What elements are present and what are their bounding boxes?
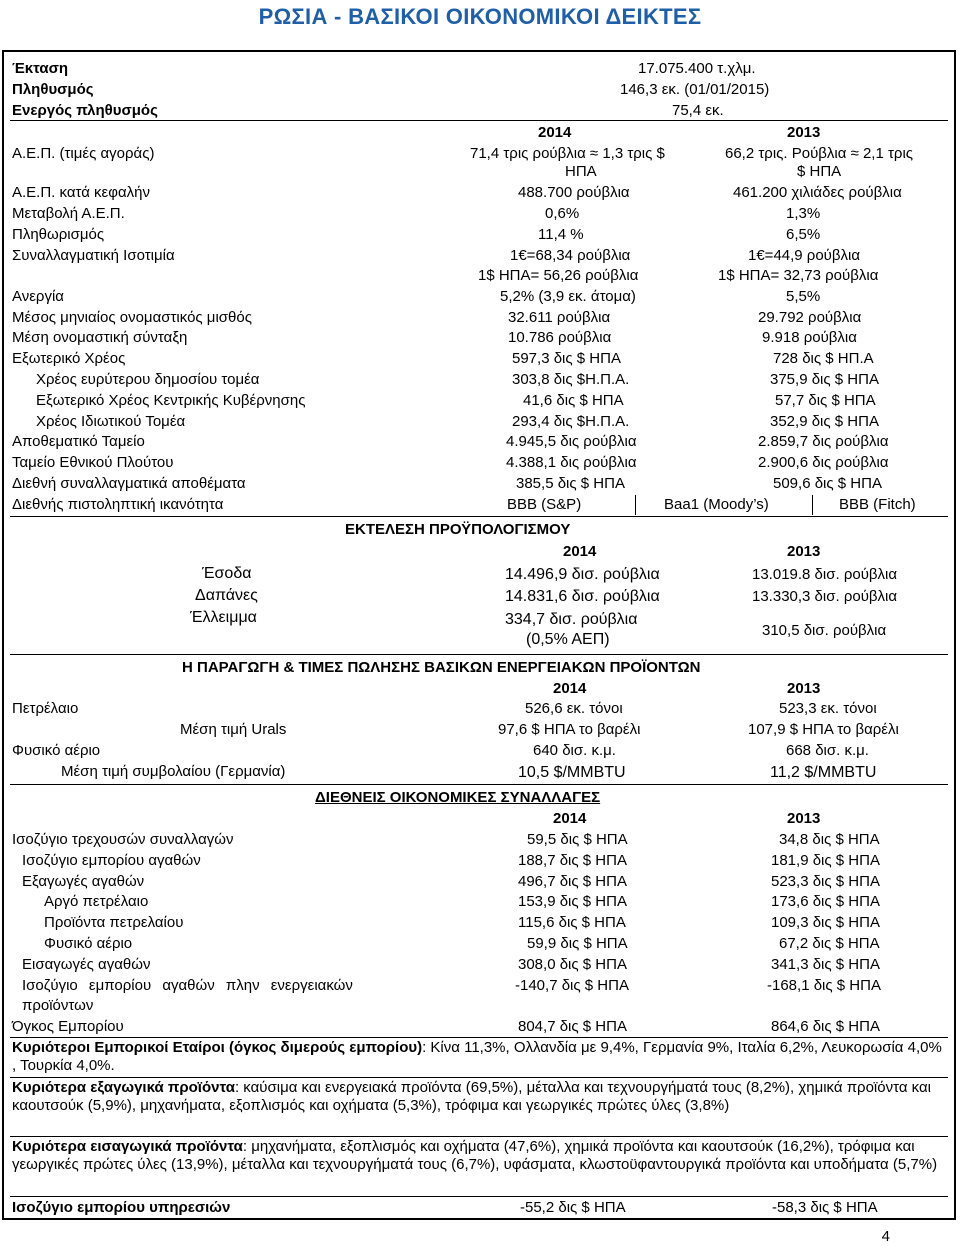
label-area: Έκταση <box>12 60 69 77</box>
imports-2014: 308,0 δις $ ΗΠΑ <box>518 956 627 973</box>
deficit-2013: 310,5 δισ. ρούβλια <box>762 622 887 639</box>
budget-heading: ΕΚΤΕΛΕΣΗ ΠΡΟΫΠΟΛΟΓΙΣΜΟΥ <box>345 521 571 538</box>
trade-partners <box>12 1039 942 1075</box>
label-gov-debt: Εξωτερικό Χρέος Κεντρικής Κυβέρνησης <box>36 392 306 409</box>
expenditure-2013: 13.330,3 δισ. ρούβλια <box>752 588 898 605</box>
unemployment-2014: 5,2% (3,9 εκ. άτομα) <box>500 288 636 305</box>
label-unemployment: Ανεργία <box>12 288 64 305</box>
partners-title: Κυριότεροι Εμπορικοί Εταίροι (όγκος διμερούς εμπορίου) <box>12 1039 423 1056</box>
page-title: ΡΩΣΙΑ - ΒΑΣΙΚΟΙ ΟΙΚΟΝΟΜΙΚΟΙ ΔΕΙΚΤΕΣ <box>258 4 702 29</box>
divider <box>635 495 636 515</box>
gdp-2013-unit: $ ΗΠΑ <box>797 163 842 180</box>
crude-2014: 153,9 δις $ ΗΠΑ <box>518 893 627 910</box>
energy-heading: Η ΠΑΡΑΓΩΓΗ & ΤΙΜΕΣ ΠΩΛΗΣΗΣ ΒΑΣΙΚΩΝ ΕΝΕΡΓΕΙΑΚΩΝ ΠΡΟΪΟΝΤΩΝ <box>182 659 701 676</box>
label-non-energy-balance-cont: προϊόντων <box>22 997 94 1014</box>
label-expenditure: Δαπάνες <box>195 587 258 604</box>
label-deficit: Έλλειμμα <box>190 609 257 626</box>
non-energy-2013: -168,1 δις $ ΗΠΑ <box>767 977 881 994</box>
goods-balance-2014: 188,7 δις $ ΗΠΑ <box>518 852 627 869</box>
divider <box>10 654 948 655</box>
urals-2014: 97,6 $ ΗΠΑ το βαρέλι <box>498 721 641 738</box>
imports-text: : μηχανήματα, εξοπλισμός και οχήματα (47,6%), χημικά προϊόντα και καουτσούκ (16,2%), τρόφιμα και γεωργικές πρώτες ύλες (13,9%), μέταλλα και τεχνουργήματά τους (6,7%), υφάσματα, κλωστοϋφαντουργικά προϊόντα και υποδήματα (5,7%) <box>12 1138 938 1173</box>
label-oil-products: Προϊόντα πετρελαίου <box>44 914 184 931</box>
label-public-debt: Χρέος ευρύτερου δημοσίου τομέα <box>36 371 260 388</box>
gdp-change-2014: 0,6% <box>545 205 580 222</box>
value-population: 146,3 εκ. (01/01/2015) <box>620 81 770 98</box>
label-crude-oil: Αργό πετρέλαιο <box>44 893 149 910</box>
label-trade-volume: Όγκος Εμπορίου <box>12 1018 124 1035</box>
public-debt-2014: 303,8 δις $Η.Π.Α. <box>512 371 630 388</box>
oil-products-2014: 115,6 δις $ ΗΠΑ <box>518 914 626 931</box>
expenditure-2014: 14.831,6 δισ. ρούβλια <box>505 588 660 605</box>
divider <box>10 1196 948 1197</box>
fxres-2013: 509,6 δις $ ΗΠΑ <box>773 475 882 492</box>
label-inflation: Πληθωρισμός <box>12 226 105 243</box>
value-active: 75,4 εκ. <box>672 102 724 119</box>
exports-2013: 523,3 δις $ ΗΠΑ <box>771 873 880 890</box>
exports-title: Κυριότερα εξαγωγικά προϊόντα <box>12 1079 235 1096</box>
partners-text: : Κίνα 11,3%, Ολλανδία με 9,4%, Γερμανία 9%, Ιταλία 6,2%, Λευκορωσία 4,0% , Τουρκία 4,0%. <box>12 1039 942 1074</box>
gdp-pc-2013: 461.200 χιλιάδες ρούβλια <box>733 184 902 201</box>
year-2014: 2014 <box>563 543 597 560</box>
year-2013: 2013 <box>787 543 821 560</box>
divider <box>10 1037 948 1038</box>
gdp-pc-2014: 488.700 ρούβλια <box>518 184 630 201</box>
label-external-debt: Εξωτερικό Χρέος <box>12 350 126 367</box>
wealth-2014: 4.388,1 δις ρούβλια <box>506 454 637 471</box>
goods-balance-2013: 181,9 δις $ ΗΠΑ <box>771 852 880 869</box>
gdp-change-2013: 1,3% <box>786 205 821 222</box>
rating-sp: BBB (S&P) <box>507 496 582 513</box>
label-natural-gas: Φυσικό αέριο <box>44 935 133 952</box>
fx-eur-2014: 1€=68,34 ρούβλια <box>510 247 631 264</box>
label-gas-price: Μέση τιμή συμβολαίου (Γερμανία) <box>61 763 286 780</box>
imports-title: Κυριότερα εισαγωγικά προϊόντα <box>12 1138 243 1155</box>
wealth-2013: 2.900,6 δις ρούβλια <box>758 454 889 471</box>
label-gdp-change: Μεταβολή Α.Ε.Π. <box>12 205 125 222</box>
divider <box>10 516 948 517</box>
label-current-account: Ισοζύγιο τρεχουσών συναλλαγών <box>12 831 234 848</box>
gdp-2014: 71,4 τρις ρούβλια ≈ 1,3 τρις $ <box>470 145 665 162</box>
fx-eur-2013: 1€=44,9 ρούβλια <box>748 247 861 264</box>
non-energy-2014: -140,7 δις $ ΗΠΑ <box>515 977 629 994</box>
gov-debt-2013: 57,7 δις $ ΗΠΑ <box>775 392 876 409</box>
crude-2013: 173,6 δις $ ΗΠΑ <box>771 893 880 910</box>
main-imports <box>12 1138 942 1174</box>
exports-2014: 496,7 δις $ ΗΠΑ <box>518 873 627 890</box>
debt-2013: 728 δις $ ΗΠ.Α <box>773 350 874 367</box>
unemployment-2013: 5,5% <box>786 288 821 305</box>
inflation-2013: 6,5% <box>786 226 821 243</box>
page-number: 4 <box>881 1228 890 1245</box>
ca-2013: 34,8 δις $ ΗΠΑ <box>779 831 880 848</box>
gas-2013: 668 δισ. κ.μ. <box>786 742 869 759</box>
divider <box>10 120 948 121</box>
natural-gas-2014: 59,9 δις $ ΗΠΑ <box>527 935 628 952</box>
reserve-2014: 4.945,5 δις ρούβλια <box>506 433 637 450</box>
services-2013: -58,3 δις $ ΗΠΑ <box>772 1199 878 1216</box>
label-population: Πληθυσμός <box>12 81 94 98</box>
fx-usd-2013: 1$ ΗΠΑ= 32,73 ρούβλια <box>718 267 879 284</box>
label-gdp-per-capita: Α.Ε.Π. κατά κεφαλήν <box>12 184 150 201</box>
ca-2014: 59,5 δις $ ΗΠΑ <box>527 831 628 848</box>
label-revenue: Έσοδα <box>202 565 252 582</box>
label-private-debt: Χρέος Ιδιωτικού Τομέα <box>36 413 186 430</box>
label-exports: Εξαγωγές αγαθών <box>22 873 145 890</box>
volume-2014: 804,7 δις $ ΗΠΑ <box>518 1018 627 1035</box>
wage-2013: 29.792 ρούβλια <box>758 309 862 326</box>
private-debt-2014: 293,4 δις $Η.Π.Α. <box>512 413 630 430</box>
gov-debt-2014: 41,6 δις $ ΗΠΑ <box>523 392 624 409</box>
year-2014: 2014 <box>538 124 572 141</box>
year-2014: 2014 <box>553 810 587 827</box>
debt-2014: 597,3 δις $ ΗΠΑ <box>512 350 621 367</box>
main-exports <box>12 1079 942 1115</box>
rating-fitch: BBB (Fitch) <box>839 496 916 513</box>
rating-moodys: Baa1 (Moody’s) <box>664 496 769 513</box>
gdp-2014-unit: ΗΠΑ <box>565 163 597 180</box>
label-exchange: Συναλλαγματική Ισοτιμία <box>12 247 175 264</box>
value-area: 17.075.400 τ.χλμ. <box>638 60 756 77</box>
gas-price-2013: 11,2 $/MMBTU <box>770 764 877 781</box>
volume-2013: 864,6 δις $ ΗΠΑ <box>771 1018 880 1035</box>
services-2014: -55,2 δις $ ΗΠΑ <box>520 1199 626 1216</box>
imports-2013: 341,3 δις $ ΗΠΑ <box>771 956 880 973</box>
deficit-2014: 334,7 δισ. ρούβλια <box>505 611 638 628</box>
deficit-2014-pct: (0,5% ΑΕΠ) <box>526 631 610 648</box>
label-services-balance: Ισοζύγιο εμπορίου υπηρεσιών <box>12 1199 231 1216</box>
label-goods-balance: Ισοζύγιο εμπορίου αγαθών <box>22 852 201 869</box>
oil-2014: 526,6 εκ. τόνοι <box>525 700 623 717</box>
urals-2013: 107,9 $ ΗΠΑ το βαρέλι <box>748 721 899 738</box>
wage-2014: 32.611 ρούβλια <box>508 309 611 326</box>
year-2013: 2013 <box>787 680 821 697</box>
label-wage: Μέσος μηνιαίος ονομαστικός μισθός <box>12 309 252 326</box>
label-wealth-fund: Ταμείο Εθνικού Πλούτου <box>12 454 174 471</box>
exports-text: : καύσιμα και ενεργειακά προϊόντα (69,5%), μέταλλα και τεχνουργήματά τους (8,2%), χημικά προϊόντα και καουτσούκ (5,9%), μηχανήματα, εξοπλισμός και οχήματα (5,3%), τρόφιμα και γεωργικές πρώτες ύλες (3,8%) <box>12 1079 931 1114</box>
revenue-2014: 14.496,9 δισ. ρούβλια <box>505 566 660 583</box>
divider <box>812 495 813 515</box>
year-2013: 2013 <box>787 810 821 827</box>
gas-2014: 640 δισ. κ.μ. <box>533 742 616 759</box>
label-fx-reserves: Διεθνή συναλλαγματικά αποθέματα <box>12 475 246 492</box>
gas-price-2014: 10,5 $/MMBTU <box>518 764 626 781</box>
divider <box>10 784 948 785</box>
divider <box>10 1136 948 1137</box>
divider <box>10 1077 948 1078</box>
label-active: Ενεργός πληθυσμός <box>12 102 158 119</box>
inflation-2014: 11,4 % <box>538 226 584 243</box>
year-2014: 2014 <box>553 680 587 697</box>
label-urals: Μέση τιμή Urals <box>180 721 287 738</box>
label-credit-rating: Διεθνής πιστοληπτική ικανότητα <box>12 496 224 513</box>
trade-heading: ΔΙΕΘΝΕΙΣ ΟΙΚΟΝΟΜΙΚΕΣ ΣΥΝΑΛΛΑΓΕΣ <box>315 789 601 806</box>
fx-usd-2014: 1$ ΗΠΑ= 56,26 ρούβλια <box>478 267 639 284</box>
oil-products-2013: 109,3 δις $ ΗΠΑ <box>771 914 880 931</box>
natural-gas-2013: 67,2 δις $ ΗΠΑ <box>779 935 880 952</box>
label-pension: Μέση ονομαστική σύνταξη <box>12 329 188 346</box>
pension-2013: 9.918 ρούβλια <box>762 329 857 346</box>
label-non-energy-balance: Ισοζύγιο εμπορίου αγαθών πλην ενεργειακών <box>22 977 353 994</box>
label-oil: Πετρέλαιο <box>12 700 79 717</box>
public-debt-2013: 375,9 δις $ ΗΠΑ <box>770 371 879 388</box>
fxres-2014: 385,5 δις $ ΗΠΑ <box>516 475 625 492</box>
year-2013: 2013 <box>787 124 821 141</box>
oil-2013: 523,3 εκ. τόνοι <box>779 700 877 717</box>
label-gdp: Α.Ε.Π. (τιμές αγοράς) <box>12 145 155 162</box>
private-debt-2013: 352,9 δις $ ΗΠΑ <box>770 413 879 430</box>
gdp-2013: 66,2 τρις. Ρούβλια ≈ 2,1 τρις <box>725 145 914 162</box>
pension-2014: 10.786 ρούβλια <box>508 329 612 346</box>
reserve-2013: 2.859,7 δις ρούβλια <box>758 433 889 450</box>
revenue-2013: 13.019.8 δισ. ρούβλια <box>752 566 898 583</box>
label-reserve-fund: Αποθεματικό Ταμείο <box>12 433 145 450</box>
label-gas: Φυσικό αέριο <box>12 742 101 759</box>
label-imports: Εισαγωγές αγαθών <box>22 956 151 973</box>
